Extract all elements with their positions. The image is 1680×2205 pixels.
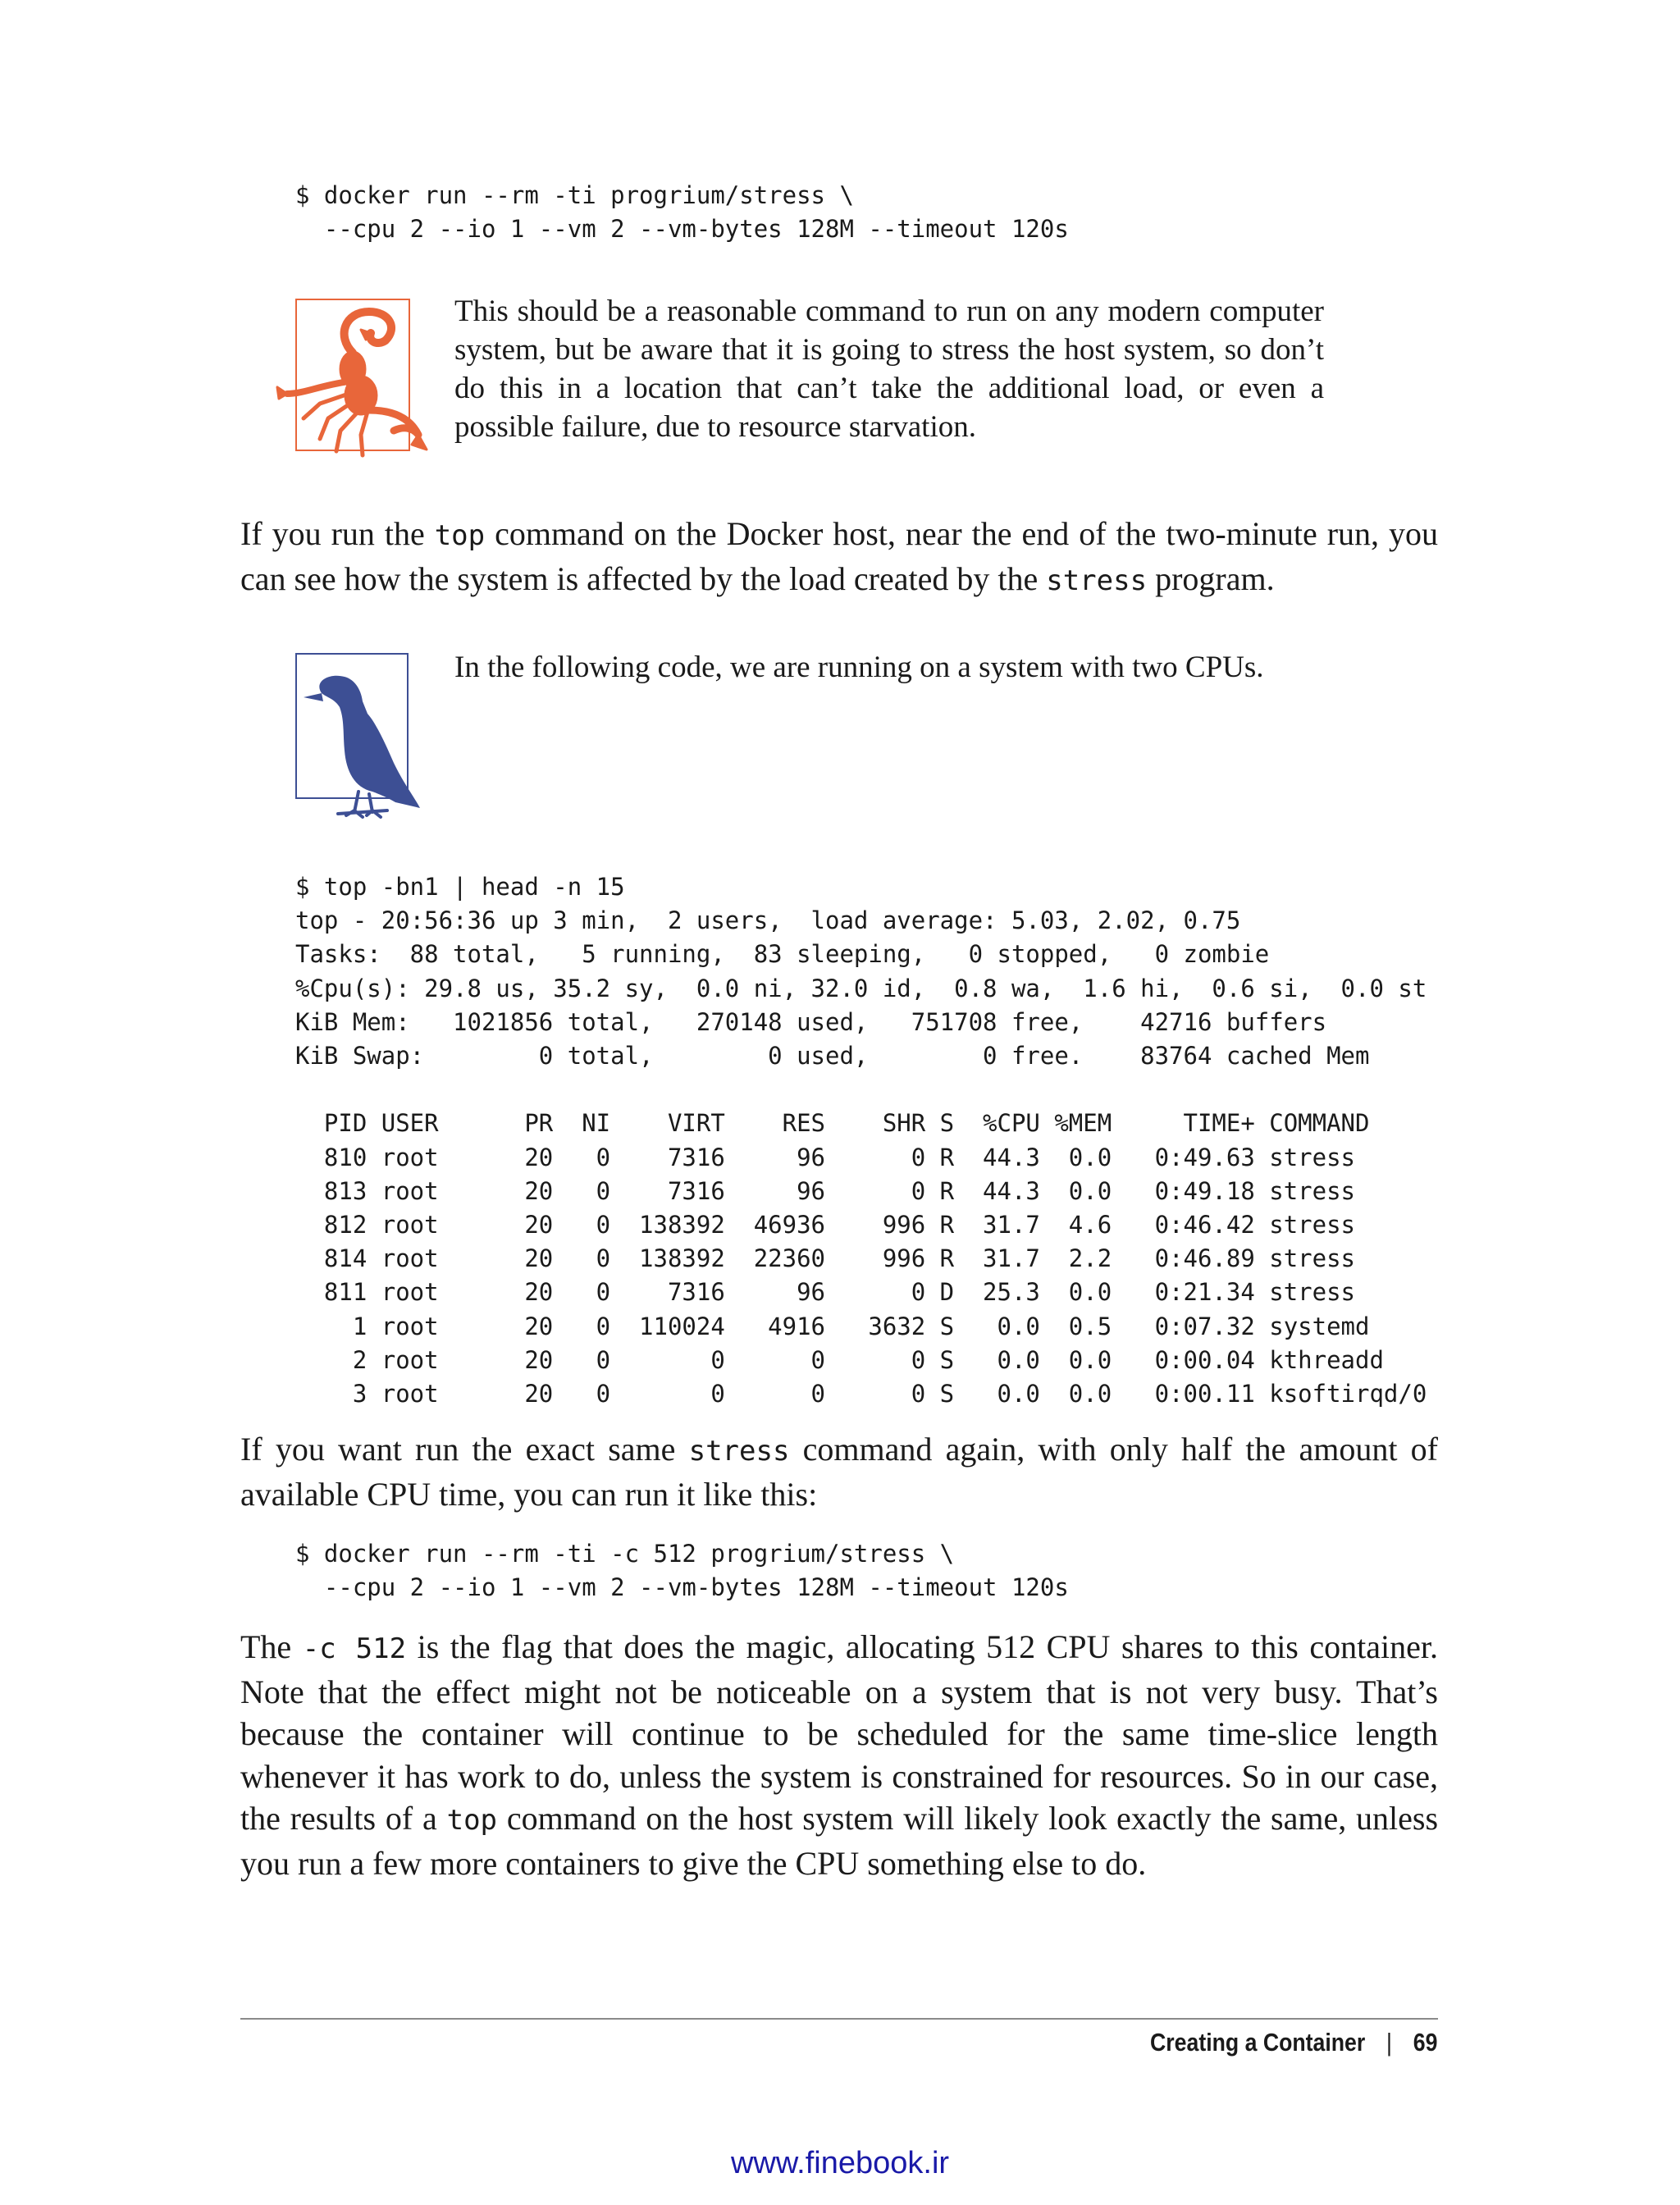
paragraph-text: If you run the <box>240 515 435 552</box>
inline-code: top <box>434 519 486 552</box>
inline-code: -c 512 <box>302 1632 407 1665</box>
paragraph-text: program. <box>1147 559 1275 597</box>
page-number: 69 <box>1413 2028 1437 2057</box>
inline-code: stress <box>688 1435 790 1468</box>
body-paragraph-3 <box>240 1626 1438 1884</box>
footer-separator: | <box>1386 2028 1392 2057</box>
paragraph-text: is the flag that does the magic, allocating 512 CPU shares to this container. Note that the effect might not be noticeable on a system that is not very busy. That’s because the container will continue to be scheduled for the same time-slice length whenever it has work to do, unless the system is constrained for resources. So in our case, the results of a <box>240 1628 1438 1837</box>
inline-code: stress <box>1046 564 1148 597</box>
scorpion-icon <box>271 304 443 459</box>
warning-note-text: This should be a reasonable command to run on any modern computer system, but be aware that it is going to stress the host system, so don’t do this in a location that can’t take the additional load, or even a possible failure, due to resource starvation. <box>454 294 1324 444</box>
crow-icon <box>297 656 428 820</box>
footer-section-title: Creating a Container <box>1149 2028 1365 2057</box>
code-block-docker-run: $ docker run --rm -ti progrium/stress \ --cpu 2 --io 1 --vm 2 --vm-bytes 128M --timeout 120s <box>295 181 1069 244</box>
info-note-text: In the following code, we are running on a system with two CPUs. <box>454 651 1264 684</box>
paragraph-text: If you want run the exact same <box>240 1431 689 1468</box>
body-paragraph-2 <box>240 1428 1438 1515</box>
inline-code: top <box>446 1804 498 1837</box>
footer-rule <box>240 2018 1438 2020</box>
paragraph-text: command again, with only half the amount of available CPU time, you can run it like this: <box>240 1431 1439 1513</box>
paragraph-text: command on the Docker host, near the end of the two-minute run, you can see how the system is affected by the load created by the <box>240 515 1438 597</box>
code-block-docker-run-cpu-shares: $ docker run --rm -ti -c 512 progrium/stress \ --cpu 2 --io 1 --vm 2 --vm-bytes 128M --timeout 120s <box>295 1540 1069 1602</box>
body-paragraph-1 <box>240 513 1438 602</box>
code-block-top-output: $ top -bn1 | head -n 15 top - 20:56:36 up 3 min, 2 users, load average: 5.03, 2.02, 0.75 Tasks: 88 total, 5 running, 83 sleeping, 0 stopped, 0 zombie %Cpu(s): 29.8 us, 35.2 sy, 0.0 ni, 32.0 id, 0.8 wa, 1.6 hi, 0.6 si, 0.0 st KiB Mem: 1021856 total, 270148 used, 751708 free, 42716 buffers KiB Swap: 0 total, 0 used, 0 free. 83764 cached Mem PID USER PR NI VIRT RES SHR S %CPU %MEM TIME+ COMMAND 810 root 20 0 7316 96 0 R 44.3 0.0 0:49.63 stress 813 root 20 0 7316 96 0 R 44.3 0.0 0:49.18 stress 812 root 20 0 138392 46936 996 R 31.7 4.6 0:46.42 stress 814 root 20 0 138392 22360 996 R 31.7 2.2 0:46.89 stress 811 root 20 0 7316 96 0 D 25.3 0.0 0:21.34 stress 1 root 20 0 110024 4916 3632 S 0.0 0.5 0:07.32 systemd 2 root 20 0 0 0 0 S 0.0 0.0 0:00.04 kthreadd 3 root 20 0 0 0 0 S 0.0 0.0 0:00.11 ksoftirqd/0 <box>295 873 1427 1408</box>
paragraph-text: The <box>240 1628 303 1665</box>
paragraph-text: command on the host system will likely look exactly the same, unless you run a few more containers to give the CPU something else to do. <box>240 1800 1439 1882</box>
page-footer <box>1150 2028 1437 2057</box>
watermark-link[interactable]: www.finebook.ir <box>730 2146 950 2180</box>
